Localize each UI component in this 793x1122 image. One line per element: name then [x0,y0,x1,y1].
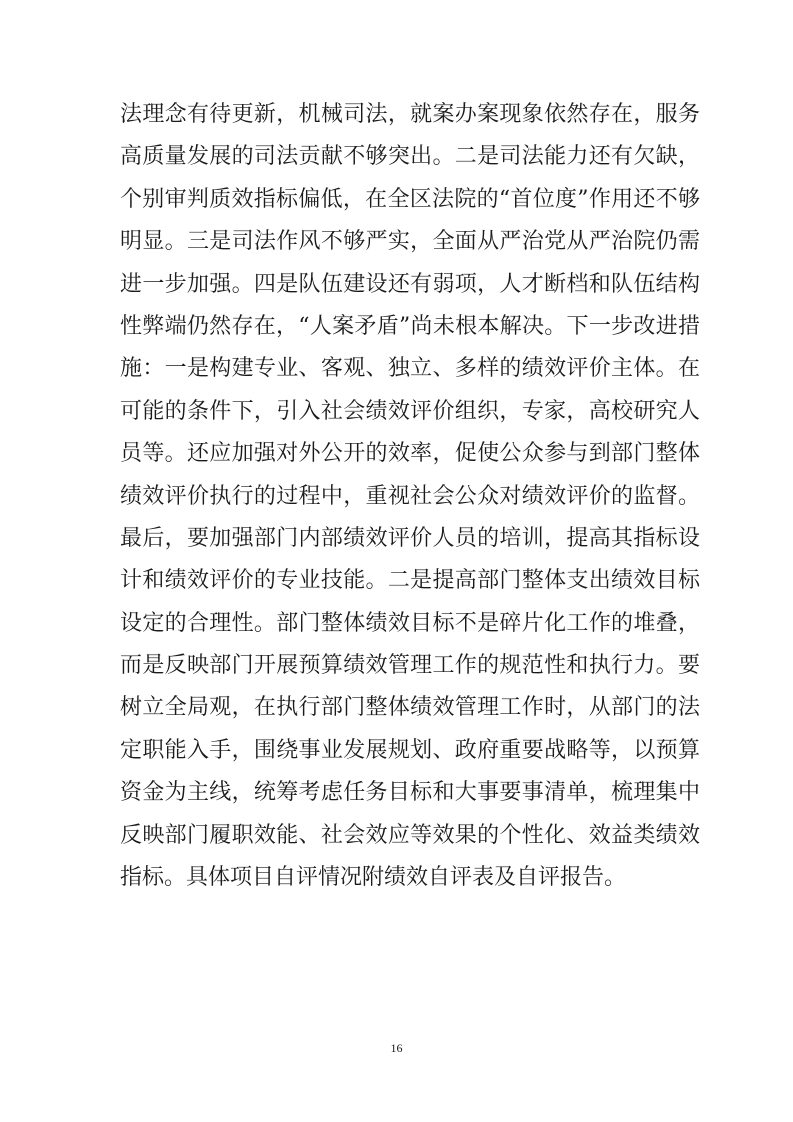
text-line: 性弊端仍然存在，“人案矛盾”尚未根本解决。下一步改进措 [120,313,700,339]
text-line: 明显。三是司法作风不够严实，全面从严治党从严治院仍需 [120,229,700,255]
text-line: 高质量发展的司法贡献不够突出。二是司法能力还有欠缺， [120,144,700,170]
page-number: 16 [390,1041,403,1055]
text-line: 法理念有待更新，机械司法，就案办案现象依然存在，服务 [120,102,700,127]
body-paragraph [120,94,700,899]
text-line: 最后，要加强部门内部绩效评价人员的培训，提高其指标设 [120,525,700,551]
text-line: 定职能入手，围绕事业发展规划、政府重要战略等，以预算 [120,737,700,763]
text-line: 个别审判质效指标偏低，在全区法院的“首位度”作用还不够 [120,186,700,212]
text-line: 资金为主线，统筹考虑任务目标和大事要事清单，梳理集中 [120,780,700,806]
text-line: 绩效评价执行的过程中，重视社会公众对绩效评价的监督。 [120,483,700,509]
text-line: 计和绩效评价的专业技能。二是提高部门整体支出绩效目标 [120,568,700,594]
text-line: 可能的条件下，引入社会绩效评价组织，专家，高校研究人 [120,398,700,424]
text-line: 指标。具体项目自评情况附绩效自评表及自评报告。 [120,865,627,891]
text-line: 反映部门履职效能、社会效应等效果的个性化、效益类绩效 [120,822,700,848]
text-line: 进一步加强。四是队伍建设还有弱项，人才断档和队伍结构 [120,271,700,297]
text-line: 施：一是构建专业、客观、独立、多样的绩效评价主体。在 [120,356,700,382]
text-line: 设定的合理性。部门整体绩效目标不是碎片化工作的堆叠， [120,610,700,636]
text-line: 而是反映部门开展预算绩效管理工作的规范性和执行力。要 [120,653,700,679]
text-line: 树立全局观，在执行部门整体绩效管理工作时，从部门的法 [120,695,700,721]
text-line: 员等。还应加强对外公开的效率，促使公众参与到部门整体 [120,441,700,467]
